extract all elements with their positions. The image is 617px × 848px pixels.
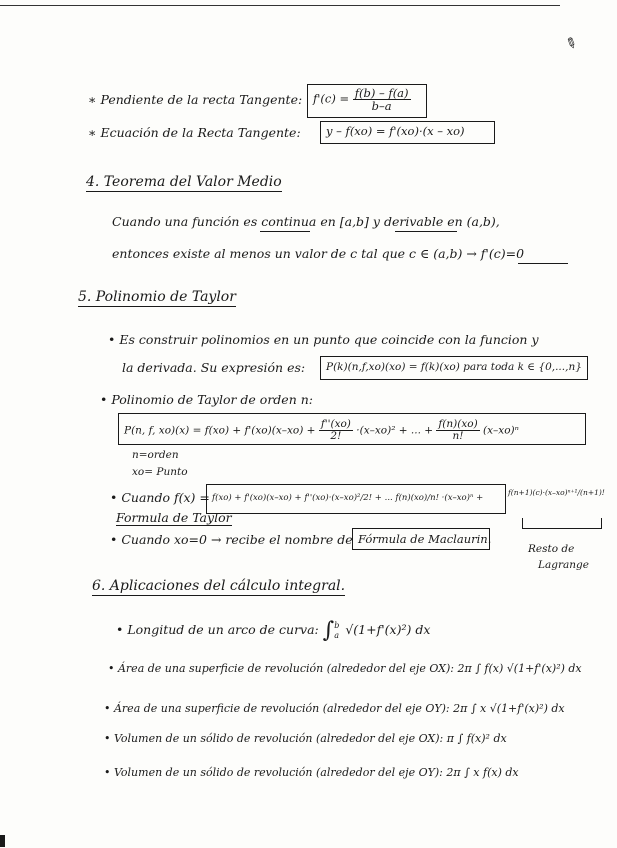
resto-bracket bbox=[522, 518, 602, 529]
corner-ink-mark bbox=[0, 835, 5, 847]
underline-fc bbox=[518, 263, 568, 264]
taylor-frac1 bbox=[319, 419, 353, 442]
app4-formula: π ∫ f(x)² dx bbox=[446, 732, 507, 745]
app5-row bbox=[104, 766, 519, 779]
bullet1-line2: la derivada. Su expresión es: bbox=[122, 360, 306, 375]
bullet1-box: P(k)(n,f,xo)(xo) = f(k)(xo) para toda k ∈ {0,...,n} bbox=[320, 356, 588, 380]
taylor-num1: f''(xo) bbox=[320, 418, 351, 430]
app3-label: • Área de una superficie de revolución (alrededor del eje OY): bbox=[104, 702, 450, 715]
integral-icon: ∫ bbox=[322, 618, 335, 643]
taylor-b: ·(x–xo)² + ... + bbox=[356, 424, 434, 437]
top-rule bbox=[0, 5, 560, 6]
bullet3-box: f(xo) + f'(xo)(x–xo) + f''(xo)·(x–xo)²/2! + ... f(n)(xo)/n! ·(x–xo)ⁿ + bbox=[206, 484, 506, 514]
star2-label: ∗ Ecuación de la Recta Tangente: bbox=[88, 125, 301, 140]
app4-label: • Volumen de un sólido de revolución (alrededor del eje OX): bbox=[104, 732, 444, 745]
app5-label: • Volumen de un sólido de revolución (alrededor del eje OY): bbox=[104, 766, 443, 779]
star1-den: b–a bbox=[371, 99, 392, 114]
sec4-line1: Cuando una función es continua en [a,b] y derivable en (a,b), bbox=[112, 214, 500, 229]
star1-label: ∗ Pendiente de la recta Tangente: bbox=[88, 92, 303, 107]
star1-formula-frac bbox=[353, 87, 411, 112]
note-x: xo= Punto bbox=[132, 466, 188, 478]
app1-lower: a bbox=[334, 630, 340, 640]
app4-row bbox=[104, 732, 507, 745]
taylor-box bbox=[118, 413, 586, 445]
app3-row bbox=[104, 702, 565, 715]
taylor-c: (x–xo)ⁿ bbox=[483, 424, 519, 437]
app2-label: • Área de una superficie de revolución (alrededor del eje OX): bbox=[108, 662, 454, 675]
app2-row bbox=[108, 662, 582, 675]
app1-row bbox=[116, 618, 430, 643]
bullet3-rest: f(n+1)(c)·(x–xo)ⁿ⁺¹/(n+1)! bbox=[508, 488, 605, 497]
sec6-title: 6. Aplicaciones del cálculo integral. bbox=[92, 578, 346, 594]
app1-formula: √(1+f'(x)²) dx bbox=[345, 622, 431, 637]
app1-upper: b bbox=[334, 620, 340, 630]
resto-label2: Lagrange bbox=[538, 559, 589, 571]
resto-label1: Resto de bbox=[528, 543, 575, 555]
underline-continua bbox=[260, 231, 310, 232]
note-n: n=orden bbox=[132, 449, 179, 461]
star1-formula-box bbox=[307, 84, 427, 118]
bullet1-line1: • Es construir polinomios en un punto que coincide con la funcion y bbox=[108, 332, 539, 347]
taylor-den1: 2! bbox=[330, 430, 342, 443]
app3-formula: 2π ∫ x √(1+f'(x)²) dx bbox=[453, 702, 565, 715]
star1-formula-lhs: f'(c) = bbox=[313, 91, 350, 106]
bullet3-label: • Cuando f(x) = bbox=[110, 490, 210, 505]
sec4-title: 4. Teorema del Valor Medio bbox=[86, 174, 282, 190]
app2-formula: 2π ∫ f(x) √(1+f'(x)²) dx bbox=[457, 662, 582, 675]
sec4-line2: entonces existe al menos un valor de c tal que c ∈ (a,b) → f'(c)=0 bbox=[112, 246, 525, 261]
taylor-frac2 bbox=[436, 419, 479, 442]
star2-formula-box: y – f(xo) = f'(xo)·(x – xo) bbox=[320, 121, 495, 144]
formula-taylor: Formula de Taylor bbox=[116, 510, 232, 525]
corner-mark: ✎ bbox=[562, 34, 580, 54]
app1-limits bbox=[334, 621, 339, 641]
star1-num: f(b) – f(a) bbox=[354, 86, 409, 100]
underline-derivable bbox=[395, 231, 457, 232]
app1-label: • Longitud de un arco de curva: bbox=[116, 622, 319, 637]
bullet4-label: • Cuando xo=0 → recibe el nombre de bbox=[110, 532, 353, 547]
sec5-title: 5. Polinomio de Taylor bbox=[78, 289, 236, 305]
app5-formula: 2π ∫ x f(x) dx bbox=[446, 766, 519, 779]
bullet2-label: • Polinomio de Taylor de orden n: bbox=[100, 392, 313, 407]
taylor-num2: f(n)(xo) bbox=[438, 418, 478, 430]
bullet4-box: Fórmula de Maclaurin. bbox=[352, 528, 490, 550]
taylor-den2: n! bbox=[452, 430, 464, 443]
taylor-a: P(n, f, xo)(x) = f(xo) + f'(xo)(x–xo) + bbox=[124, 424, 316, 437]
